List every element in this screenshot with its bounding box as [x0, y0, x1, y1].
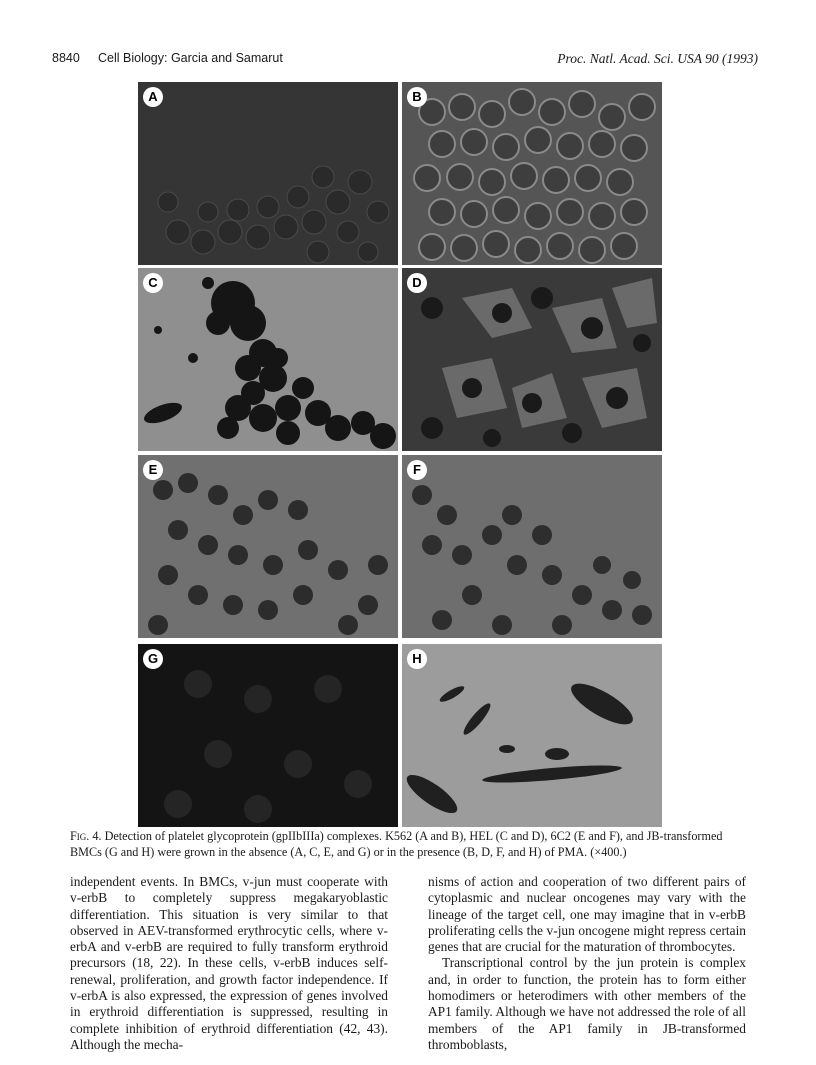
- micrograph-icon: [138, 644, 398, 827]
- panel-label: G: [143, 649, 163, 669]
- paragraph: nisms of action and cooperation of two different pairs of cytoplasmic and nuclear oncogenes may vary with the lineage of the target cell, one may imagine that in v-erbB proliferating cells the v-jun oncogene might repress certain genes that are crucial for the maturation of thrombocytes.: [428, 874, 746, 955]
- page-header: [52, 51, 758, 71]
- figure-panel-e: [138, 455, 398, 638]
- figure-caption: [70, 829, 750, 860]
- panel-label: E: [143, 460, 163, 480]
- paragraph: independent events. In BMCs, v-jun must cooperate with v-erbB to completely suppress megakaryoblastic differentiation. This situation is very similar to that observed in AEV-transformed erythrocytic cells, where v-erbA and v-erbB are required to fully transform erythroid precursors (18, 22). In these cells, v-erbB induces self-renewal, proliferation, and growth factor independence. If v-erbA is also expressed, the expression of genes involved in erythroid differentiation is suppressed, resulting in complete inhibition of erythroid differentiation (42, 43). Although the mecha-: [70, 874, 388, 1052]
- micrograph-icon: [402, 644, 662, 827]
- panel-label: B: [407, 87, 427, 107]
- micrograph-icon: [402, 455, 662, 638]
- figure-panel-h: [402, 644, 662, 827]
- journal-citation: Proc. Natl. Acad. Sci. USA 90 (1993): [557, 51, 758, 66]
- micrograph-icon: [402, 268, 662, 451]
- body-column-right: [428, 874, 746, 1053]
- figure-panel-c: [138, 268, 398, 451]
- micrograph-icon: [138, 455, 398, 638]
- paragraph: Transcriptional control by the jun protein is complex and, in order to function, the protein has to form either homodimers or heterodimers with other members of the AP1 family. Although we have not addressed the role of all members of the AP1 family in JB-transformed thromboblasts,: [428, 955, 746, 1052]
- figure-panel-f: [402, 455, 662, 638]
- figure-panel-d: [402, 268, 662, 451]
- micrograph-icon: [402, 82, 662, 265]
- figure-panel-a: [138, 82, 398, 265]
- micrograph-icon: [138, 82, 398, 265]
- body-column-left: [70, 874, 388, 1053]
- panel-label: D: [407, 273, 427, 293]
- micrograph-icon: [138, 268, 398, 451]
- panel-label: F: [407, 460, 427, 480]
- panel-label: H: [407, 649, 427, 669]
- figure-panel-b: [402, 82, 662, 265]
- running-title: Cell Biology: Garcia and Samarut: [98, 51, 283, 65]
- panel-label: A: [143, 87, 163, 107]
- caption-label: Fig. 4.: [70, 829, 102, 843]
- page-number: 8840: [52, 51, 80, 65]
- caption-text: Detection of platelet glycoprotein (gpIIbIIIa) complexes. K562 (A and B), HEL (C and D), 6C2 (E and F), and JB-transformed BMCs (G and H) were grown in the absence (A, C, E, and G) or in the presence (B, D, F, and H) of PMA. (×400.): [70, 829, 723, 859]
- panel-label: C: [143, 273, 163, 293]
- figure-panel-g: [138, 644, 398, 827]
